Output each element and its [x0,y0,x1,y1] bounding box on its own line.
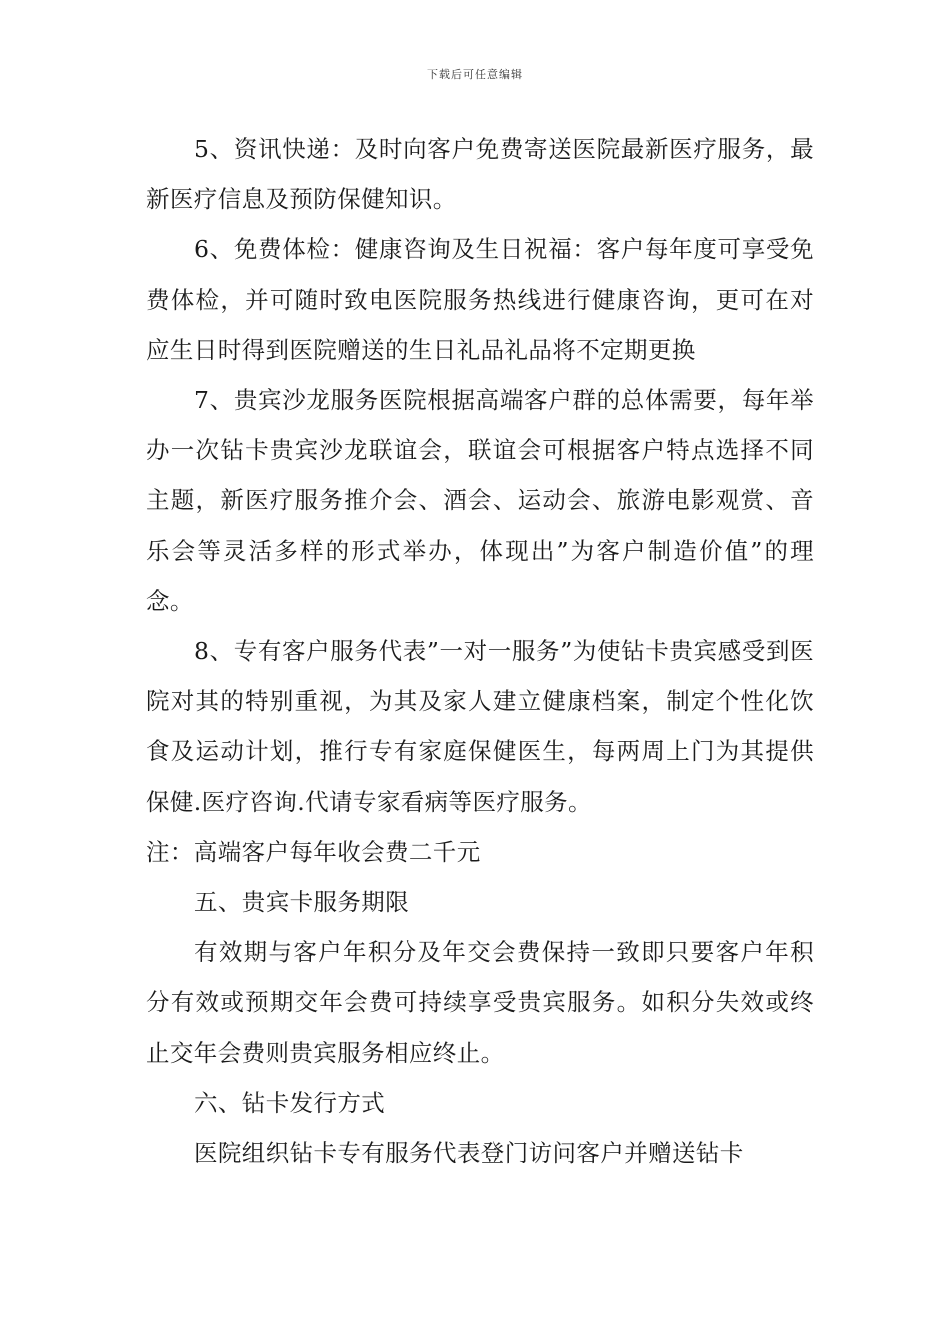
header-note: 下载后可任意编辑 [427,68,523,81]
document-body [146,124,814,1178]
paragraph-item-6: 6、免费体检：健康咨询及生日祝福：客户每年度可享受免费体检，并可随时致电医院服务热线进行健康咨询，更可在对应生日时得到医院赠送的生日礼品礼品将不定期更换 [146,235,814,364]
paragraph-item-8: 8、专有客户服务代表”一对一服务”为使钻卡贵宾感受到医院对其的特别重视，为其及家人建立健康档案，制定个性化饮食及运动计划，推行专有家庭保健医生，每两周上门为其提供保健.医疗咨询.代请专家看病等医疗服务。 [146,637,814,816]
paragraph-item-7: 7、贵宾沙龙服务医院根据高端客户群的总体需要，每年举办一次钻卡贵宾沙龙联谊会，联谊会可根据客户特点选择不同主题，新医疗服务推介会、酒会、运动会、旅游电影观赏、音乐会等灵活多样的形式举办，体现出”为客户制造价值”的理念。 [146,386,814,615]
section-body-5: 有效期与客户年积分及年交会费保持一致即只要客户年积分有效或预期交年会费可持续享受贵宾服务。如积分失效或终止交年会费则贵宾服务相应终止。 [146,938,814,1067]
section-body-6: 医院组织钻卡专有服务代表登门访问客户并赠送钻卡 [194,1139,744,1168]
paragraph-item-5: 5、资讯快递：及时向客户免费寄送医院最新医疗服务，最新医疗信息及预防保健知识。 [146,135,814,214]
fee-note: 注：高端客户每年收会费二千元 [146,837,481,866]
section-heading-5: 五、贵宾卡服务期限 [194,888,410,917]
section-heading-6: 六、钻卡发行方式 [194,1088,386,1117]
